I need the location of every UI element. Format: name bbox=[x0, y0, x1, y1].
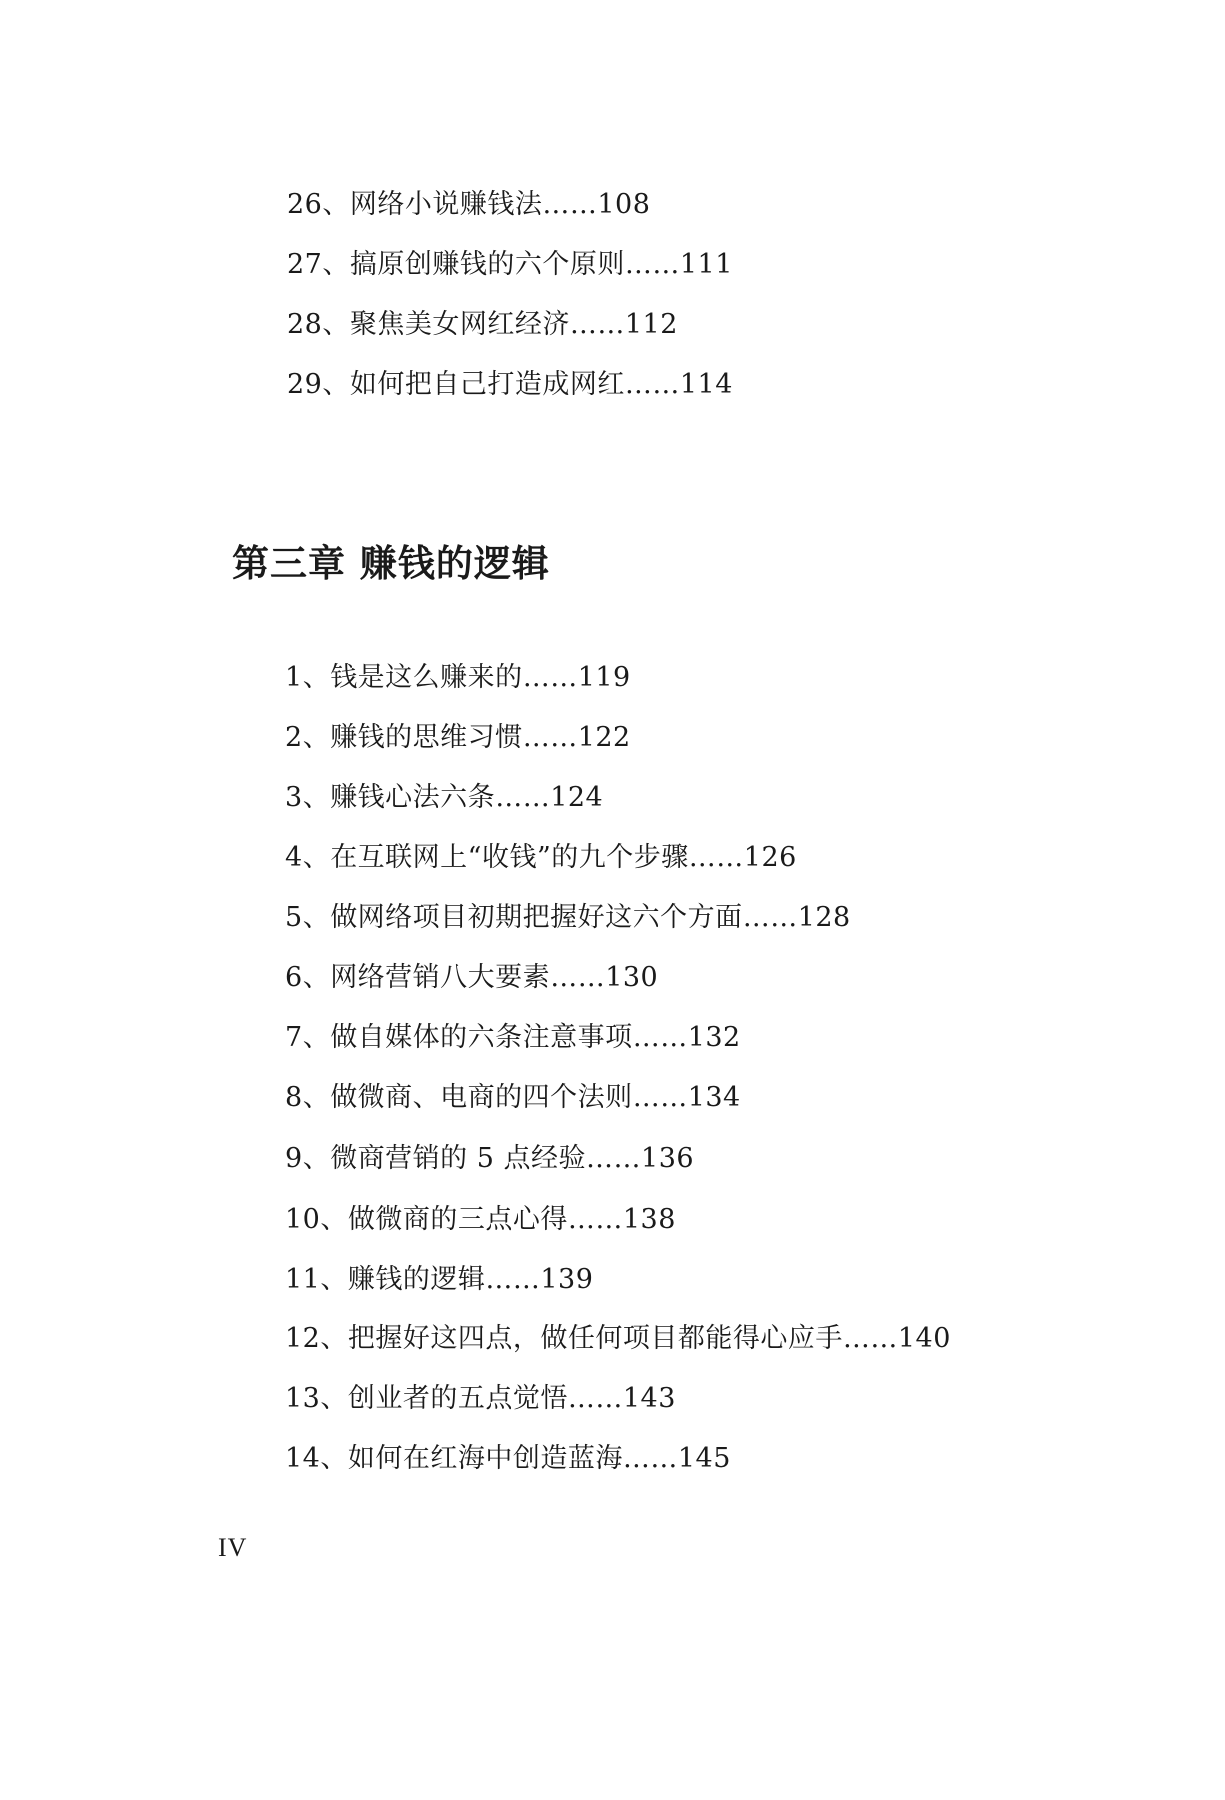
entry-title: 如何在红海中创造蓝海 bbox=[347, 1443, 623, 1474]
entry-number: 3 bbox=[285, 782, 303, 813]
entry-leader: …… bbox=[550, 962, 606, 993]
entry-number: 6 bbox=[285, 962, 303, 993]
entry-page: 126 bbox=[743, 842, 797, 873]
entry-number: 10 bbox=[285, 1204, 321, 1235]
entry-title: 钱是这么赚来的 bbox=[330, 662, 523, 693]
entry-separator: 、 bbox=[322, 369, 350, 400]
entry-leader: …… bbox=[522, 662, 578, 693]
entry-page: 138 bbox=[622, 1204, 676, 1235]
entry-number: 26 bbox=[287, 189, 323, 220]
entry-title: 网络营销八大要素 bbox=[330, 962, 551, 993]
entry-leader: …… bbox=[567, 1204, 623, 1235]
toc-entry[interactable] bbox=[285, 781, 603, 815]
toc-entry[interactable] bbox=[287, 368, 733, 402]
entry-title: 做微商的三点心得 bbox=[347, 1204, 568, 1235]
entry-title: 创业者的五点觉悟 bbox=[347, 1383, 568, 1414]
entry-separator: 、 bbox=[320, 1204, 348, 1235]
entry-number: 8 bbox=[285, 1082, 303, 1113]
entry-page: 128 bbox=[797, 902, 851, 933]
entry-separator: 、 bbox=[302, 662, 331, 693]
entry-title: 聚焦美女网红经济 bbox=[349, 309, 570, 340]
toc-entry[interactable] bbox=[285, 721, 631, 755]
entry-page: 108 bbox=[597, 189, 651, 220]
entry-number: 12 bbox=[285, 1323, 321, 1354]
entry-number: 11 bbox=[285, 1264, 321, 1295]
entry-separator: 、 bbox=[320, 1383, 348, 1414]
entry-separator: 、 bbox=[320, 1443, 348, 1474]
entry-title: 微商营销的 5 点经验 bbox=[330, 1143, 587, 1174]
entry-title: 做微商、电商的四个法则 bbox=[330, 1082, 633, 1113]
toc-entry[interactable] bbox=[285, 901, 851, 935]
entry-page: 140 bbox=[897, 1323, 951, 1354]
toc-entry[interactable] bbox=[285, 1322, 951, 1356]
entry-leader: …… bbox=[586, 1143, 642, 1174]
toc-entry[interactable] bbox=[285, 661, 631, 695]
entry-title: 赚钱的思维习惯 bbox=[330, 722, 523, 753]
entry-separator: 、 bbox=[302, 962, 331, 993]
entry-title: 在互联网上“收钱”的九个步骤 bbox=[330, 842, 689, 873]
entry-page: 124 bbox=[550, 782, 604, 813]
entry-leader: …… bbox=[688, 842, 744, 873]
entry-separator: 、 bbox=[302, 902, 331, 933]
entry-separator: 、 bbox=[320, 1323, 348, 1354]
entry-leader: …… bbox=[624, 249, 680, 280]
entry-title: 网络小说赚钱法 bbox=[349, 189, 543, 220]
entry-title: 做网络项目初期把握好这六个方面 bbox=[330, 902, 743, 933]
entry-number: 27 bbox=[287, 249, 323, 280]
entry-number: 7 bbox=[285, 1022, 303, 1053]
entry-page: 145 bbox=[677, 1443, 731, 1474]
toc-entry[interactable] bbox=[285, 1021, 741, 1055]
entry-leader: …… bbox=[569, 309, 625, 340]
entry-separator: 、 bbox=[322, 249, 350, 280]
entry-page: 132 bbox=[687, 1022, 741, 1053]
toc-entry[interactable] bbox=[285, 1081, 741, 1115]
entry-number: 1 bbox=[285, 662, 303, 693]
entry-title: 做自媒体的六条注意事项 bbox=[330, 1022, 633, 1053]
entry-leader: …… bbox=[624, 369, 680, 400]
entry-title: 赚钱的逻辑 bbox=[347, 1264, 486, 1295]
entry-page: 139 bbox=[540, 1264, 594, 1295]
entry-page: 114 bbox=[679, 369, 733, 400]
entry-leader: …… bbox=[567, 1383, 623, 1414]
entry-number: 4 bbox=[285, 842, 303, 873]
entry-separator: 、 bbox=[322, 309, 350, 340]
entry-title: 搞原创赚钱的六个原则 bbox=[349, 249, 625, 280]
entry-page: 112 bbox=[624, 309, 678, 340]
toc-entry[interactable] bbox=[285, 841, 797, 875]
toc-entry[interactable] bbox=[285, 961, 658, 995]
entry-separator: 、 bbox=[302, 1022, 331, 1053]
toc-entry[interactable] bbox=[287, 248, 733, 282]
entry-leader: …… bbox=[632, 1082, 688, 1113]
entry-separator: 、 bbox=[302, 842, 331, 873]
entry-leader: …… bbox=[485, 1264, 541, 1295]
toc-entry[interactable] bbox=[287, 188, 650, 222]
entry-page: 136 bbox=[641, 1143, 695, 1174]
entry-page: 119 bbox=[577, 662, 631, 693]
entry-separator: 、 bbox=[302, 782, 331, 813]
entry-number: 2 bbox=[285, 722, 303, 753]
entry-leader: …… bbox=[542, 189, 598, 220]
entry-page: 134 bbox=[687, 1082, 741, 1113]
chapter-title: 第三章 赚钱的逻辑 bbox=[232, 542, 550, 585]
entry-number: 13 bbox=[285, 1383, 321, 1414]
entry-separator: 、 bbox=[302, 1143, 331, 1174]
toc-entry[interactable] bbox=[287, 308, 678, 342]
entry-number: 29 bbox=[287, 369, 323, 400]
entry-leader: …… bbox=[842, 1323, 898, 1354]
entry-separator: 、 bbox=[320, 1264, 348, 1295]
entry-number: 5 bbox=[285, 902, 303, 933]
entry-leader: …… bbox=[632, 1022, 688, 1053]
entry-number: 9 bbox=[285, 1143, 303, 1174]
entry-number: 14 bbox=[285, 1443, 321, 1474]
entry-separator: 、 bbox=[322, 189, 350, 220]
toc-entry[interactable] bbox=[285, 1263, 593, 1297]
entry-leader: …… bbox=[522, 722, 578, 753]
entry-title: 如何把自己打造成网红 bbox=[349, 369, 625, 400]
entry-separator: 、 bbox=[302, 1082, 331, 1113]
entry-leader: …… bbox=[622, 1443, 678, 1474]
page-number: IV bbox=[218, 1533, 248, 1562]
entry-page: 130 bbox=[605, 962, 659, 993]
entry-title: 把握好这四点，做任何项目都能得心应手 bbox=[347, 1323, 843, 1354]
entry-title: 赚钱心法六条 bbox=[330, 782, 496, 813]
toc-entry[interactable] bbox=[285, 1142, 694, 1176]
entry-separator: 、 bbox=[302, 722, 331, 753]
entry-page: 111 bbox=[679, 249, 733, 280]
entry-leader: …… bbox=[495, 782, 551, 813]
toc-entry[interactable] bbox=[285, 1442, 731, 1476]
entry-page: 122 bbox=[577, 722, 631, 753]
entry-number: 28 bbox=[287, 309, 323, 340]
entry-page: 143 bbox=[622, 1383, 676, 1414]
toc-entry[interactable] bbox=[285, 1203, 676, 1237]
toc-entry[interactable] bbox=[285, 1382, 676, 1416]
entry-leader: …… bbox=[742, 902, 798, 933]
